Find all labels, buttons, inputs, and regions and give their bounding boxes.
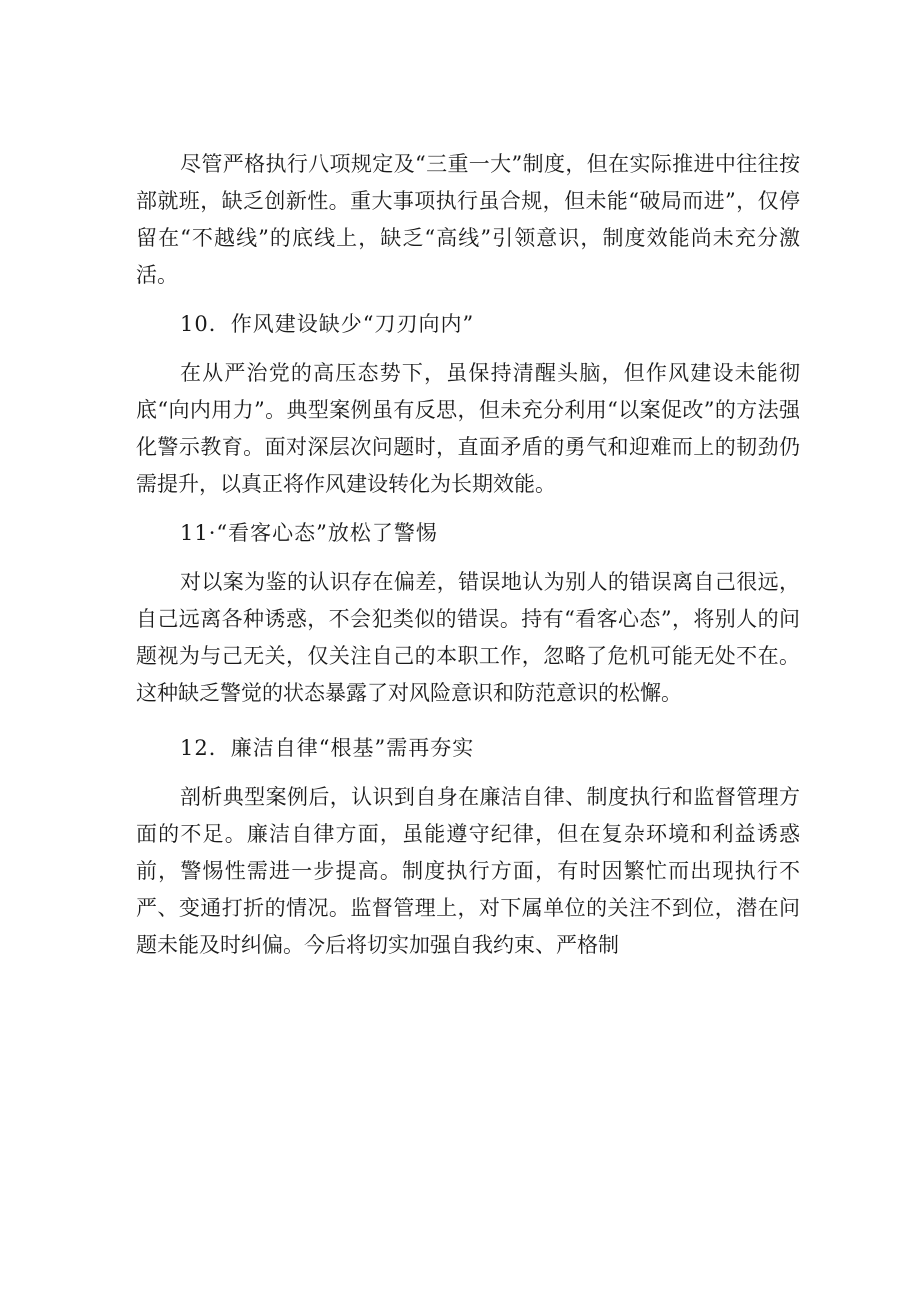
paragraph-work-style: 在从严治党的高压态势下，虽保持清醒头脑，但作风建设未能彻底“向内用力”。典型案例虽有反思，但未充分利用“以案促改”的方法强化警示教育。面对深层次问题时，直面矛盾的勇气和迎难而上的韧劲仍需提升，以真正将作风建设转化为长期效能。: [136, 361, 800, 496]
paragraph-integrity: 剖析典型案例后，认识到自身在廉洁自律、制度执行和监督管理方面的不足。廉洁自律方面，虽能遵守纪律，但在复杂环境和利益诱惑前，警惕性需进一步提高。制度执行方面，有时因繁忙而出现执行不严、变通打折的情况。监督管理上，对下属单位的关注不到位，潜在问题未能及时纠偏。今后将切实加强自我约束、严格制: [136, 785, 800, 957]
heading-12: 12．廉洁自律“根基”需再夯实: [180, 736, 475, 760]
heading-11: 11·“看客心态”放松了警惕: [180, 521, 438, 545]
paragraph-system-execution: 尽管严格执行八项规定及“三重一大”制度，但在实际推进中往往按部就班，缺乏创新性。重大事项执行虽合规，但未能“破局而进”，仅停留在“不越线”的底线上，缺乏“高线”引领意识，制度效能尚未充分激活。: [136, 152, 800, 287]
document-body: [136, 146, 800, 976]
paragraph-spectator-mindset: 对以案为鉴的认识存在偏差，错误地认为别人的错误离自己很远，自己远离各种诱惑，不会犯类似的错误。持有“看客心态”，将别人的问题视为与己无关，仅关注自己的本职工作，忽略了危机可能无处不在。这种缺乏警觉的状态暴露了对风险意识和防范意识的松懈。: [136, 570, 800, 705]
heading-10: 10．作风建设缺少“刀刃向内”: [180, 312, 475, 336]
